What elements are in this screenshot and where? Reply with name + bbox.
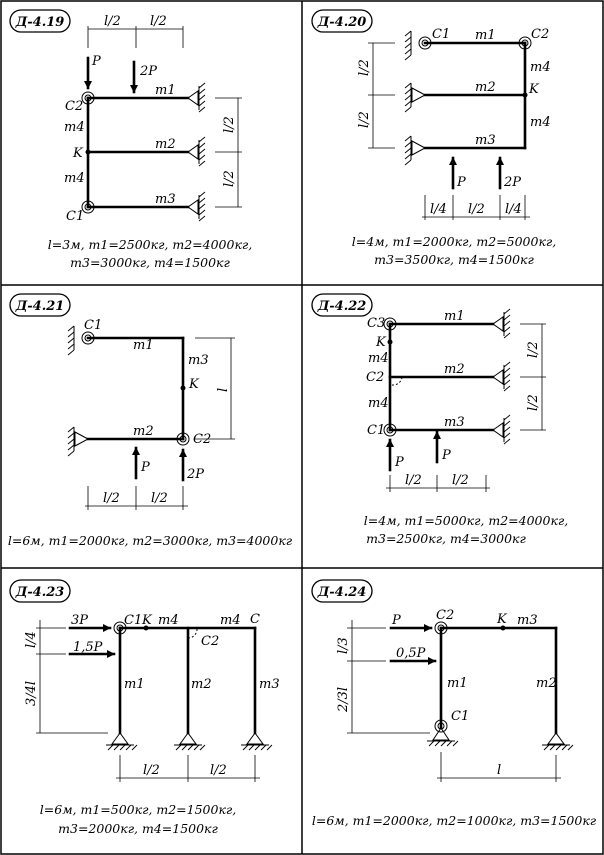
label-m4a: m4: [530, 60, 551, 75]
point-k: [181, 386, 186, 391]
label-c1: C1: [367, 423, 386, 438]
label-k: K: [497, 612, 507, 627]
panel-d422: [312, 294, 568, 546]
label-m1: m1: [447, 676, 468, 691]
label-m2: m2: [191, 677, 212, 692]
label-d2: l/2: [357, 111, 372, 128]
label-c1: C1: [124, 613, 143, 628]
params-line-2: m3=2500кг, m4=3000кг: [366, 531, 526, 546]
label-d2: 2/3l: [336, 686, 351, 712]
label-m2: m2: [536, 676, 557, 691]
label-c: C: [250, 612, 260, 627]
params-line-1: l=4м, m1=5000кг, m2=4000кг,: [363, 513, 569, 528]
label-m4b: m4: [220, 613, 241, 628]
params-line-1: l=6м, m1=2000кг, m2=1000кг, m3=1500кг: [311, 813, 597, 828]
params-line-2: m3=3500кг, m4=1500кг: [374, 252, 534, 267]
label-p3: 3P: [71, 613, 89, 628]
label-d4: l/2: [468, 202, 485, 217]
label-k: K: [376, 335, 386, 350]
label-p05: 0,5P: [396, 646, 426, 661]
label-c2: C2: [366, 370, 385, 385]
params-line-1: l=3м, m1=2500кг, m2=4000кг,: [47, 237, 253, 252]
label-p: P: [457, 175, 466, 190]
sheet-grid: [1, 1, 603, 854]
label-l: l: [497, 763, 502, 778]
label-p: P: [141, 460, 150, 475]
label-d2: l/2: [150, 14, 167, 29]
params-line-2: m3=2000кг, m4=1500кг: [58, 821, 218, 836]
wall-support: [188, 83, 205, 221]
point-k: [388, 340, 393, 345]
label-c3: C3: [367, 316, 386, 331]
label-d1: l/2: [103, 491, 120, 506]
problem-id: Д-4.19: [15, 15, 65, 30]
wall-support: [493, 309, 510, 444]
label-m3: m3: [475, 133, 496, 148]
label-d1: l/2: [526, 341, 541, 358]
label-d2: 3/4l: [24, 680, 39, 706]
label-d3: l/2: [143, 763, 160, 778]
ground-support: [427, 728, 573, 750]
label-m3: m3: [188, 353, 209, 368]
label-c2: C2: [201, 634, 220, 649]
label-m3: m3: [444, 415, 465, 430]
label-m1: m1: [133, 338, 154, 353]
label-m2: m2: [133, 424, 154, 439]
label-m4b: m4: [530, 115, 551, 130]
problem-id: Д-4.21: [15, 299, 65, 314]
label-c2: C2: [65, 99, 84, 114]
label-d2: l/2: [151, 491, 168, 506]
params-line-1: l=6м, m1=500кг, m2=1500кг,: [39, 802, 237, 817]
label-k: K: [189, 377, 199, 392]
label-d4: l/2: [452, 473, 469, 488]
label-d2: l/2: [526, 394, 541, 411]
label-m4b: m4: [368, 396, 389, 411]
label-p: P: [395, 455, 404, 470]
label-c1: C1: [432, 27, 451, 42]
label-p: P: [392, 613, 401, 628]
label-k: K: [142, 613, 152, 628]
label-p2: 2P: [504, 175, 522, 190]
panel-d424: [312, 580, 597, 828]
label-m2: m2: [444, 362, 465, 377]
label-m4b: m4: [64, 171, 85, 186]
panel-d423: [10, 580, 280, 836]
hinge-c2: [188, 628, 197, 638]
label-c1: C1: [84, 318, 103, 333]
label-c1: C1: [451, 709, 470, 724]
label-c1: C1: [66, 209, 85, 224]
params-line-2: m3=3000кг, m4=1500кг: [70, 255, 230, 270]
label-p15: 1,5P: [73, 640, 103, 655]
label-p2: 2P: [140, 64, 158, 79]
params-line-1: l=6м, m1=2000кг, m2=3000кг, m3=4000кг: [7, 533, 293, 548]
label-c2: C2: [531, 27, 550, 42]
label-k: K: [529, 82, 539, 97]
label-m4a: m4: [368, 351, 389, 366]
problem-id: Д-4.22: [317, 299, 367, 314]
label-m3: m3: [259, 677, 280, 692]
label-m1: m1: [155, 83, 176, 98]
label-d1: l/3: [336, 637, 351, 654]
wall-support: [68, 326, 88, 456]
label-d1: l/4: [24, 631, 39, 648]
label-p2: 2P: [187, 467, 205, 482]
label-k: K: [73, 146, 83, 161]
label-m2: m2: [475, 80, 496, 95]
label-d3: l/4: [430, 202, 447, 217]
label-d4: l/2: [210, 763, 227, 778]
point-k: [86, 150, 91, 155]
label-m1: m1: [124, 677, 145, 692]
label-m3: m3: [155, 192, 176, 207]
label-p: P: [92, 54, 101, 69]
label-m1: m1: [444, 309, 465, 324]
problem-id: Д-4.24: [317, 585, 367, 600]
label-d3: l/2: [405, 473, 422, 488]
label-m4a: m4: [158, 613, 179, 628]
params-line-1: l=4м, m1=2000кг, m2=5000кг,: [351, 234, 557, 249]
panel-d420: [312, 10, 556, 267]
label-m3: m3: [517, 613, 538, 628]
label-m2: m2: [155, 137, 176, 152]
label-m4a: m4: [64, 120, 85, 135]
label-l: l: [216, 387, 231, 392]
label-p2: P: [442, 448, 451, 463]
label-d1: l/2: [357, 59, 372, 76]
label-c2: C2: [436, 608, 455, 623]
problem-id: Д-4.20: [317, 15, 367, 30]
label-d5: l/4: [505, 202, 522, 217]
label-c2: C2: [193, 432, 212, 447]
label-d4: l/2: [222, 170, 237, 187]
label-d1: l/2: [104, 14, 121, 29]
panel-d421: [8, 294, 293, 548]
point-k: [523, 93, 528, 98]
ground-support: [106, 733, 272, 750]
label-m1: m1: [475, 28, 496, 43]
wall-support: [405, 31, 425, 165]
problem-id: Д-4.23: [15, 585, 65, 600]
label-d3: l/2: [222, 116, 237, 133]
panel-d419: [10, 10, 252, 270]
